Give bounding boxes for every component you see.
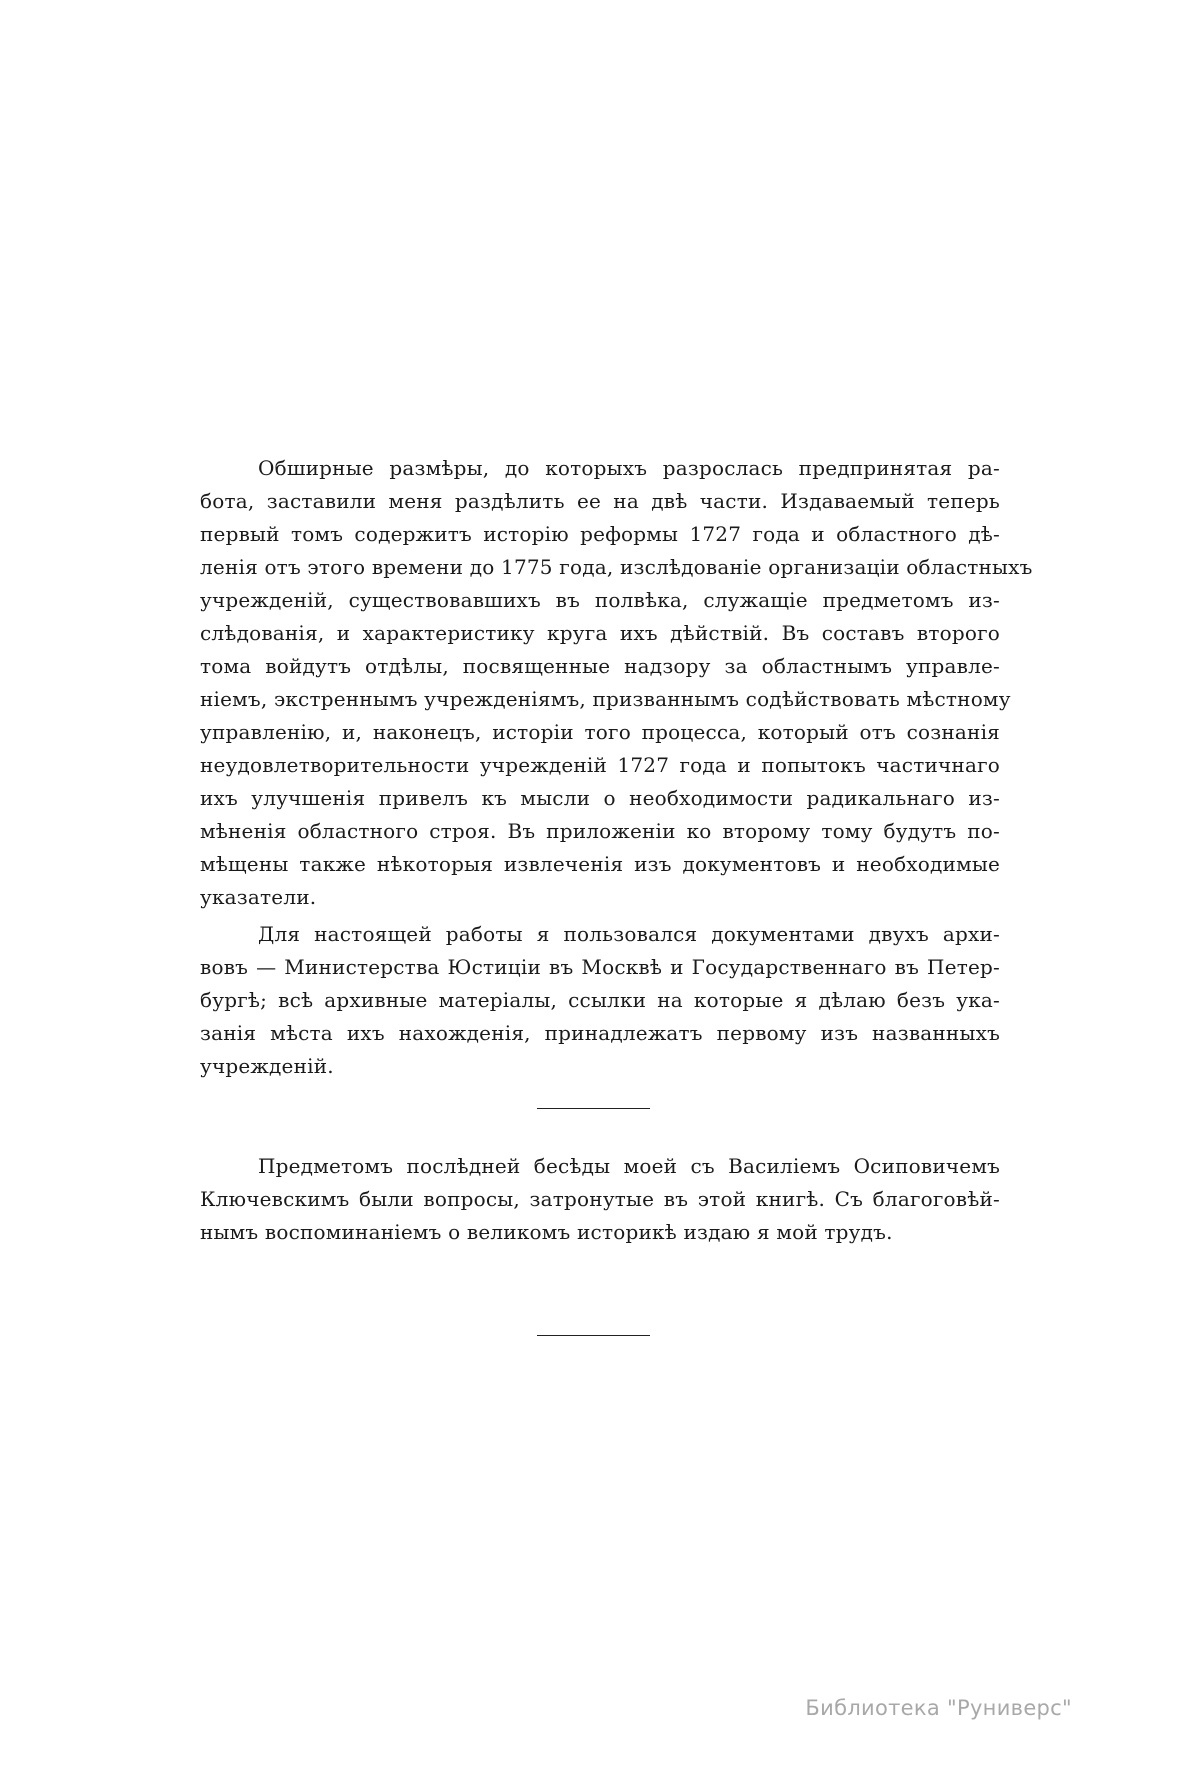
text-line: бота, заставили меня раздѣлить ее на двѣ части. Издаваемый теперь — [200, 489, 1000, 513]
text-line: Для настоящей работы я пользовался документами двухъ архи- — [258, 922, 1000, 946]
text-line: учрежденій, существовавшихъ въ полвѣка, служащіе предметомъ из- — [200, 588, 1000, 612]
text-line: тома войдутъ отдѣлы, посвященные надзору за областнымъ управле- — [200, 654, 1000, 678]
paragraph-dedication — [200, 1150, 1000, 1249]
text-line: вовъ — Министерства Юстиціи въ Москвѣ и Государственнаго въ Петер- — [200, 955, 1000, 979]
text-line: ніемъ, экстреннымъ учрежденіямъ, призваннымъ содѣйствовать мѣстному — [200, 687, 1011, 711]
end-divider — [537, 1335, 650, 1336]
text-line: ихъ улучшенія привелъ къ мысли о необходимости радикальнаго из- — [200, 786, 1000, 810]
text-line: управленію, и, наконецъ, исторіи того процесса, который отъ сознанія — [200, 720, 1000, 744]
text-line: нымъ воспоминаніемъ о великомъ историкѣ издаю я мой трудъ. — [200, 1220, 893, 1244]
text-line: занія мѣста ихъ нахожденія, принадлежатъ первому изъ названныхъ — [200, 1021, 1000, 1045]
text-line: указатели. — [200, 885, 317, 909]
text-line: Обширные размѣры, до которыхъ разрослась предпринятая ра- — [258, 456, 1000, 480]
section-divider — [537, 1108, 650, 1109]
text-line: бургѣ; всѣ архивные матеріалы, ссылки на которые я дѣлаю безъ ука- — [200, 988, 1000, 1012]
paragraph-preface-2 — [200, 918, 1000, 1083]
text-line: неудовлетворительности учрежденій 1727 года и попытокъ частичнаго — [200, 753, 1000, 777]
text-line: учрежденій. — [200, 1054, 334, 1078]
text-line: Предметомъ послѣдней бесѣды моей съ Василіемъ Осиповичемъ — [258, 1154, 1000, 1178]
text-line: слѣдованія, и характеристику круга ихъ дѣйствій. Въ составъ второго — [200, 621, 1000, 645]
library-watermark: Библиотека "Руниверс" — [805, 1696, 1072, 1720]
paragraph-preface-1 — [200, 452, 1033, 914]
text-line: мѣненія областного строя. Въ приложеніи ко второму тому будутъ по- — [200, 819, 1000, 843]
text-line: ленія отъ этого времени до 1775 года, изслѣдованіе организаціи областныхъ — [200, 555, 1033, 579]
text-line: мѣщены также нѣкоторыя извлеченія изъ документовъ и необходимые — [200, 852, 1000, 876]
text-line: первый томъ содержитъ исторію реформы 1727 года и областного дѣ- — [200, 522, 1000, 546]
text-line: Ключевскимъ были вопросы, затронутые въ этой книгѣ. Съ благоговѣй- — [200, 1187, 1000, 1211]
